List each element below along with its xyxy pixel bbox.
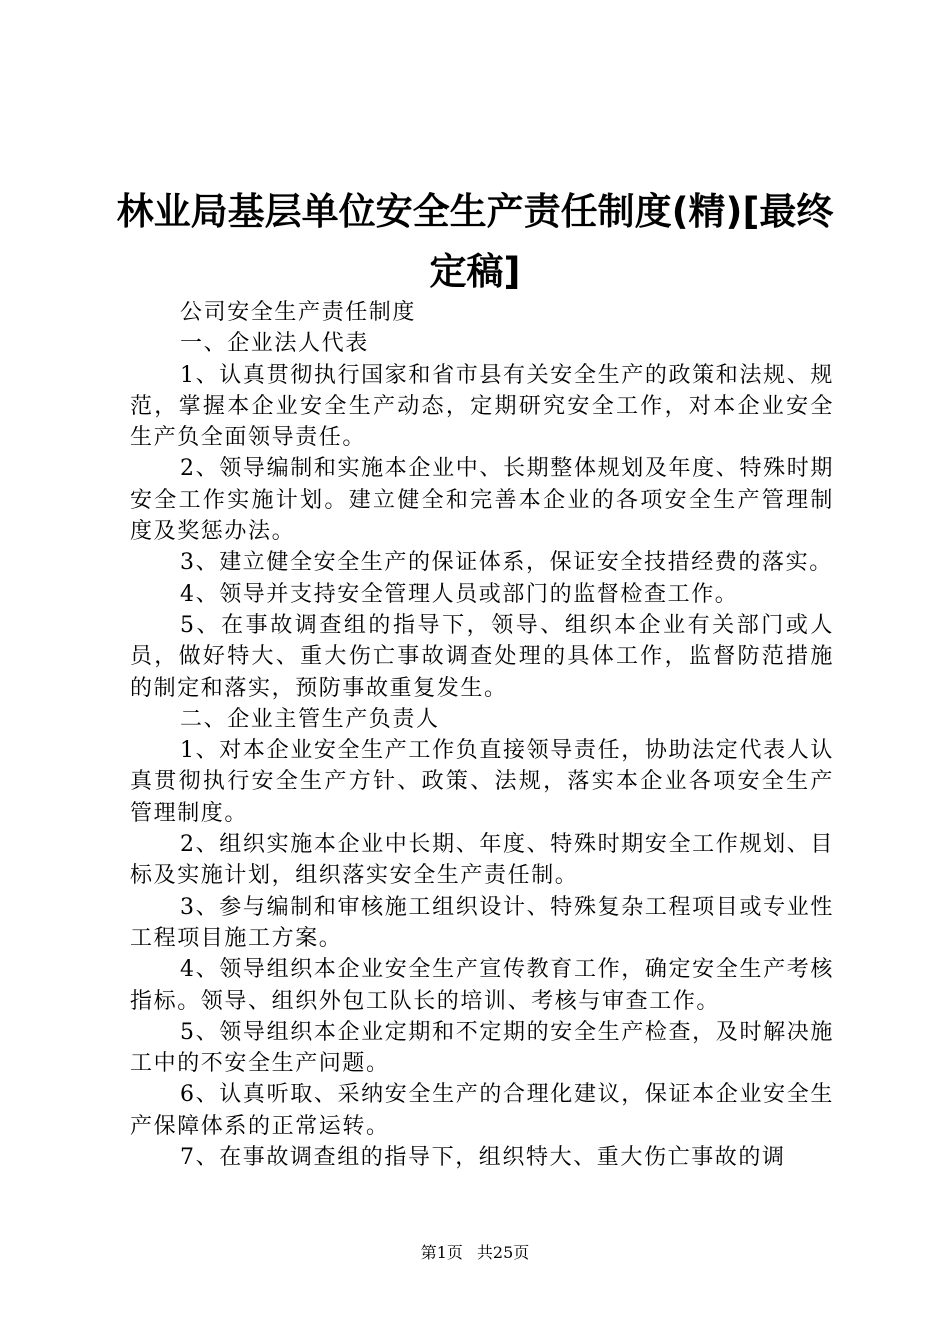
document-title: 林业局基层单位安全生产责任制度(精)[最终定稿] <box>116 190 834 293</box>
paragraph: 1、认真贯彻执行国家和省市县有关安全生产的政策和法规、规范，掌握本企业安全生产动态，定期研究安全工作，对本企业安全生产负全面领导责任。 <box>130 362 834 451</box>
section-heading: 二、企业主管生产负责人 <box>180 706 440 732</box>
paragraph: 2、组织实施本企业中长期、年度、特殊时期安全工作规划、目标及实施计划，组织落实安全生产责任制。 <box>130 832 834 889</box>
paragraph: 5、领导组织本企业定期和不定期的安全生产检查，及时解决施工中的不安全生产问题。 <box>130 1019 834 1077</box>
paragraph: 公司安全生产责任制度 <box>180 300 417 325</box>
paragraph: 4、领导并支持安全管理人员或部门的监督检查工作。 <box>180 581 739 607</box>
page-total: 共25页 <box>476 1243 530 1262</box>
page-number: 第1页 <box>420 1243 463 1262</box>
paragraph: 4、领导组织本企业安全生产宣传教育工作，确定安全生产考核指标。领导、组织外包工队长的培训、考核与审查工作。 <box>130 957 834 1014</box>
paragraph: 7、在事故调查组的指导下，组织特大、重大伤亡事故的调 <box>180 1145 786 1171</box>
paragraph: 2、领导编制和实施本企业中、长期整体规划及年度、特殊时期安全工作实施计划。建立健全和完善本企业的各项安全生产管理制度及奖惩办法。 <box>130 456 834 545</box>
paragraph: 3、建立健全安全生产的保证体系，保证安全技措经费的落实。 <box>180 550 833 576</box>
paragraph: 3、参与编制和审核施工组织设计、特殊复杂工程项目或专业性工程项目施工方案。 <box>130 894 834 951</box>
paragraph: 5、在事故调查组的指导下，领导、组织本企业有关部门或人员，做好特大、重大伤亡事故调查处理的具体工作，监督防范措施的制定和落实，预防事故重复发生。 <box>130 612 834 701</box>
section-heading: 一、企业法人代表 <box>180 331 369 357</box>
page-footer <box>0 1243 950 1263</box>
paragraph: 6、认真听取、采纳安全生产的合理化建议，保证本企业安全生产保障体系的正常运转。 <box>130 1082 834 1139</box>
paragraph: 1、对本企业安全生产工作负直接领导责任，协助法定代表人认真贯彻执行安全生产方针、政策、法规，落实本企业各项安全生产管理制度。 <box>130 738 834 826</box>
document-body <box>130 297 834 1173</box>
